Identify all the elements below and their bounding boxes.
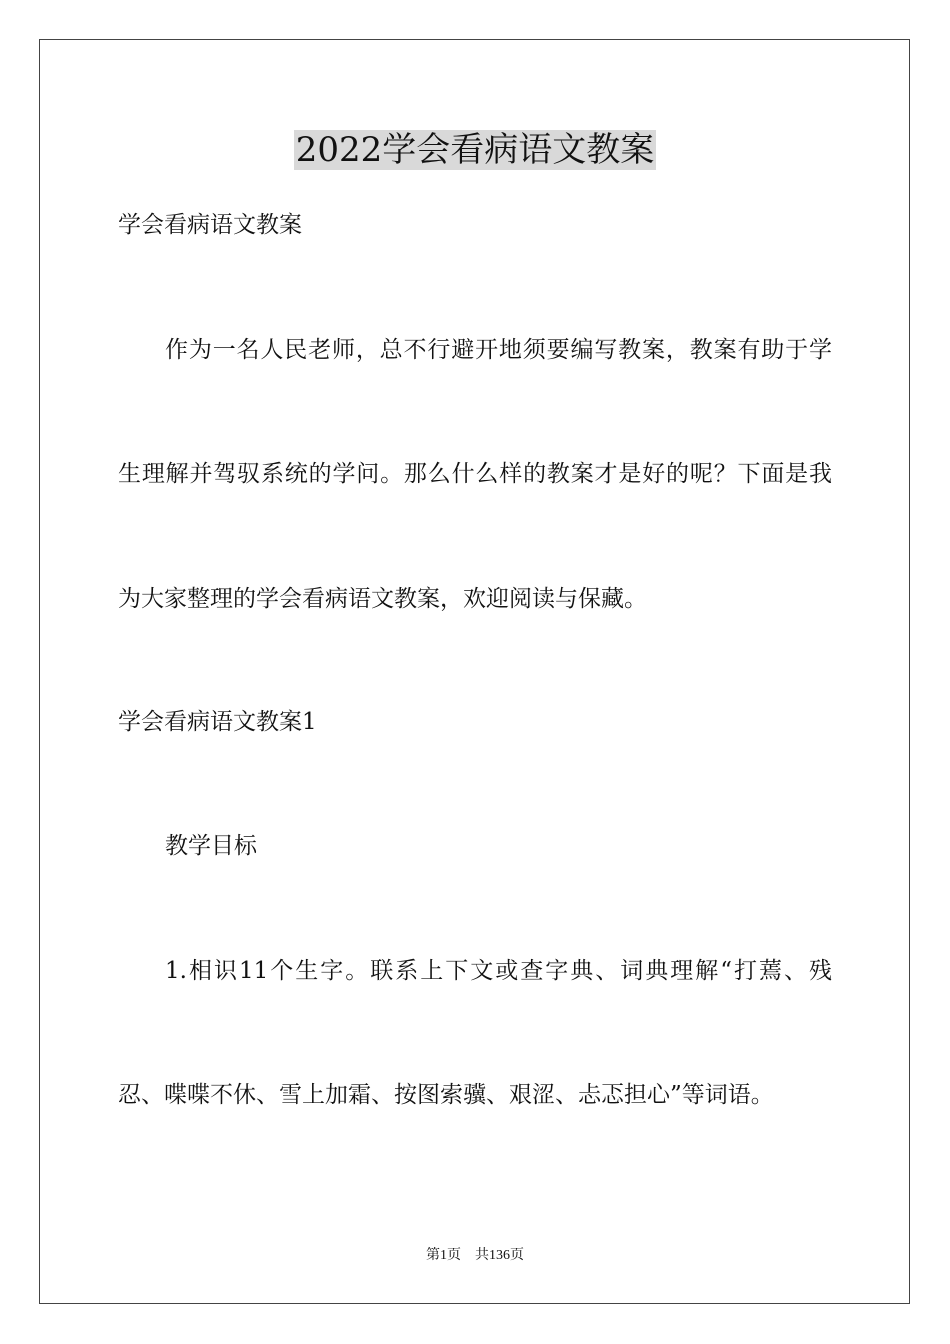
document-subtitle: 学会看病语文教案 (118, 212, 302, 238)
page-footer (0, 1247, 950, 1265)
intro-line-1: 作为一名人民老师，总不行避开地须要编写教案，教案有助于学 (165, 337, 832, 363)
document-title: 2022学会看病语文教案 (295, 130, 655, 170)
goal-1-line-1: 1.相识11个生字。联系上下文或查字典、词典理解“打蔫、残 (165, 958, 832, 984)
page-number: 第1页 (426, 1248, 461, 1263)
teaching-goal-heading: 教学目标 (165, 833, 257, 859)
goal-1-line-2: 忍、喋喋不休、雪上加霜、按图索骥、艰涩、忐忑担心”等词语。 (118, 1082, 774, 1108)
intro-line-2: 生理解并驾驭系统的学问。那么什么样的教案才是好的呢？下面是我 (118, 461, 832, 487)
page-total: 共136页 (475, 1248, 524, 1263)
section-heading: 学会看病语文教案1 (118, 709, 317, 735)
intro-line-3: 为大家整理的学会看病语文教案，欢迎阅读与保藏。 (118, 586, 647, 612)
